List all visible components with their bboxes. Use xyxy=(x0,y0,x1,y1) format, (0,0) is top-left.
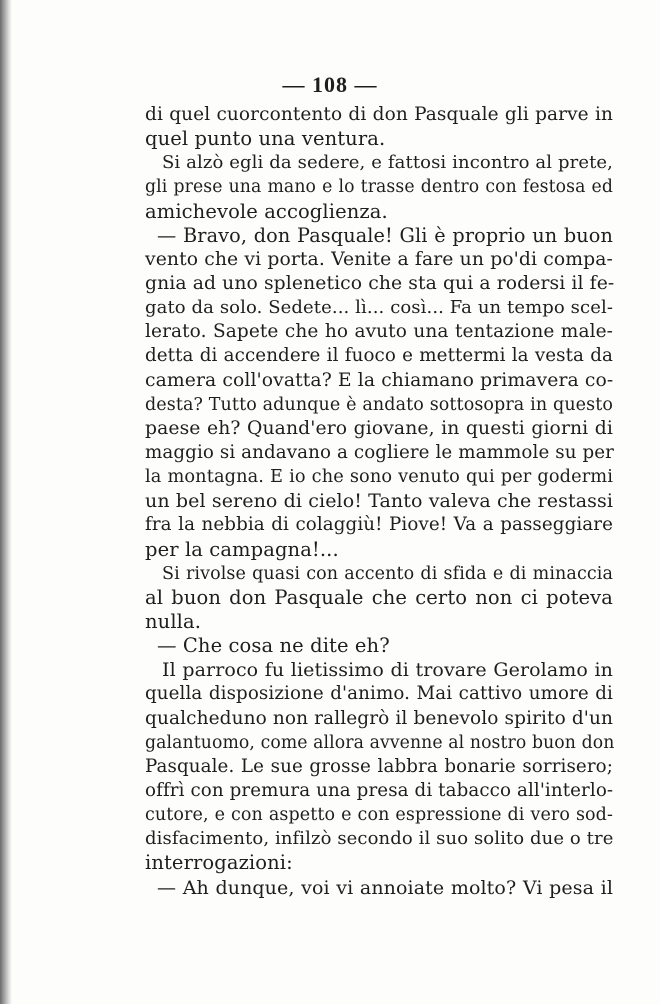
text-line: per la campagna!... xyxy=(145,537,339,561)
text-line: disfacimento, infilzò secondo il suo solito due o tre xyxy=(145,828,614,850)
text-line: al buon don Pasquale che certo non ci poteva xyxy=(145,585,613,609)
text-line: galantuomo, come allora avvenne al nostro buon don xyxy=(145,732,615,753)
text-line: offrì con premura una presa di tabacco all'interlo- xyxy=(145,779,614,801)
text-line: detta di accendere il fuoco e mettermi la vesta da xyxy=(145,345,613,367)
text-line: gato da solo. Sedete... lì... così... Fa un tempo scel- xyxy=(145,297,613,319)
text-line: — Ah dunque, voi vi annoiate molto? Vi pesa il xyxy=(157,876,613,899)
text-line: Si rivolse quasi con accento di sfida e di minaccia xyxy=(162,563,613,584)
text-line: Pasquale. Le sue grosse labbra bonarie sorrisero; xyxy=(145,755,613,777)
text-line: un bel sereno di cielo! Tanto valeva che restassi xyxy=(145,490,613,513)
text-line: quella disposizione d'animo. Mai cattivo umore di xyxy=(145,683,613,705)
text-line: gli prese una mano e lo trasse dentro con festosa ed xyxy=(145,177,613,198)
text-line: lerato. Sapete che ho avuto una tentazione male- xyxy=(145,321,613,343)
page-gutter-shadow xyxy=(0,0,12,1004)
text-line: quel punto una ventura. xyxy=(145,127,386,151)
text-line: camera coll'ovatta? E la chiamano primavera co- xyxy=(145,369,614,391)
text-line: Si alzò egli da sedere, e fattosi incontro al prete, xyxy=(162,152,613,174)
text-line: cutore, e con aspetto e con espressione di vero sod- xyxy=(145,805,613,826)
body-text xyxy=(145,103,613,900)
text-line: amichevole accoglienza. xyxy=(145,199,388,223)
text-line: gnia ad uno splenetico che sta qui a rodersi il fe- xyxy=(145,272,615,294)
text-line: la montagna. E io che sono venuto qui per godermi xyxy=(145,467,613,488)
text-line: qualcheduno non rallegrò il benevolo spirito d'un xyxy=(145,707,613,729)
text-line: interrogazioni: xyxy=(145,851,293,875)
text-line: maggio si andavano a cogliere le mammole su per xyxy=(145,441,614,463)
text-line: di quel cuorcontento di don Pasquale gli parve in xyxy=(145,104,613,125)
page-number: — 108 — xyxy=(282,72,378,97)
text-line: — Bravo, don Pasquale! Gli è proprio un buon xyxy=(157,223,613,247)
text-line: desta? Tutto adunque è andato sottosopra in questo xyxy=(145,394,613,415)
text-line: Il parroco fu lietissimo di trovare Gerolamo in xyxy=(162,659,613,682)
text-line: — Che cosa ne dite eh? xyxy=(157,634,390,658)
text-line: nulla. xyxy=(145,609,202,633)
text-line: fra la nebbia di colaggiù! Piove! Va a passeggiare xyxy=(145,514,613,536)
text-line: paese eh? Quand'ero giovane, in questi giorni di xyxy=(145,417,613,439)
text-line: vento che vi porta. Venite a fare un po'di compa- xyxy=(145,248,613,270)
